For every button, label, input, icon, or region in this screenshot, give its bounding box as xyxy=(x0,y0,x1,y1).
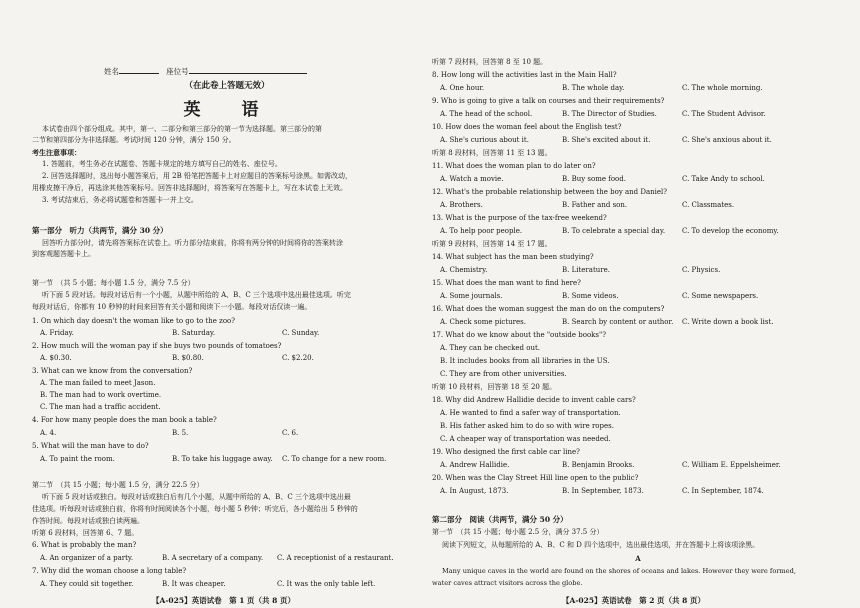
note-2: 2. 回答选择题时，选出每小题答案后，用 2B 铅笔把答题卡上对应题目的答案标号涂黑。如需改动， xyxy=(42,172,352,180)
sec2-title: 第二节 （共 15 小题；每小题 1.5 分，满分 22.5 分） xyxy=(32,481,204,489)
candidate-info-row xyxy=(104,66,307,77)
q10-option-a: A. She's curious about it. xyxy=(440,136,529,144)
note-2-cont: 用橡皮擦干净后，再选涂其他答案标号。回答非选择题时，将答案写在答题卡上，写在本试卷上无效。 xyxy=(32,184,347,192)
part2-title: 第二部分 阅读（共两节，满分 50 分） xyxy=(432,515,568,524)
page-footer-1: 【A-025】英语试卷 第 1 页（共 8 页） xyxy=(152,596,295,605)
q19-option-c: C. William E. Eppelsheimer. xyxy=(682,461,781,469)
sec2-intro-2: 佳选项。听每段对话或独白前，你将有时间阅读各个小题，每小题 5 秒钟；听完后，各小题给出 5 秒钟的 xyxy=(32,505,358,513)
seat-label: 座位号 xyxy=(166,67,189,76)
q3-option-b: B. The man had to work overtime. xyxy=(40,391,162,399)
q4-option-b: B. 5. xyxy=(172,429,189,437)
question-9: 9. Who is going to give a talk on courses and their requirements? xyxy=(432,97,665,105)
part2-intro: 阅读下列短文，从每题所给的 A、B、C 和 D 四个选项中，选出最佳选项，并在答题卡上将该项涂黑。 xyxy=(442,541,760,549)
q17-option-c: C. They are from other universities. xyxy=(440,370,567,378)
passage-line-1: Many unique caves in the world are found on the shores of oceans and lakes. However they were formed, xyxy=(442,567,796,575)
passage-letter: A xyxy=(635,554,641,563)
q13-option-a: A. To help poor people. xyxy=(440,227,523,235)
question-7: 7. Why did the woman choose a long table? xyxy=(32,567,187,575)
name-blank xyxy=(119,66,159,74)
q6-option-c: C. A receptionist of a restaurant. xyxy=(277,554,394,562)
question-17: 17. What do we know about the "outside books"? xyxy=(432,331,606,339)
question-13: 13. What is the purpose of the tax-free weekend? xyxy=(432,214,607,222)
q7-option-a: A. They could sit together. xyxy=(40,580,134,588)
part1-intro-2: 到客观题答题卡上。 xyxy=(32,250,95,258)
note-1: 1. 答题前，考生务必在试题卷、答题卡规定的地方填写自己的姓名、座位号。 xyxy=(42,160,282,168)
q16-option-c: C. Write down a book list. xyxy=(682,318,774,326)
question-20: 20. When was the Clay Street Hill line open to the public? xyxy=(432,474,639,482)
notes-title: 考生注意事项： xyxy=(32,148,81,157)
q4-option-c: C. 6. xyxy=(282,429,299,437)
q2-option-c: C. $2.20. xyxy=(282,354,314,362)
material-7-label: 听第 7 段材料，回答第 8 至 10 题。 xyxy=(432,58,548,66)
question-15: 15. What does the man want to find here? xyxy=(432,279,581,287)
q17-option-b: B. It includes books from all libraries in the US. xyxy=(440,357,610,365)
q3-option-c: C. The man had a traffic accident. xyxy=(40,403,161,411)
material-9-label: 听第 9 段材料，回答第 14 至 17 题。 xyxy=(432,240,552,248)
q7-option-c: C. It was the only table left. xyxy=(277,580,376,588)
page-footer-2: 【A-025】英语试卷 第 2 页（共 8 页） xyxy=(562,596,705,605)
sec1-intro-1: 听下面 5 段对话。每段对话后有一个小题，从题中所给的 A、B、C 三个选项中选出最佳选项。听完 xyxy=(42,291,351,299)
q8-option-b: B. The whole day. xyxy=(562,84,625,92)
q13-option-b: B. To celebrate a special day. xyxy=(562,227,666,235)
q7-option-b: B. It was cheaper. xyxy=(162,580,226,588)
q12-option-a: A. Brothers. xyxy=(440,201,483,209)
q14-option-a: A. Chemistry. xyxy=(440,266,488,274)
question-12: 12. What's the probable relationship between the boy and Daniel? xyxy=(432,188,668,196)
part2-section1-title: 第一节 （共 15 小题；每小题 2.5 分，满分 37.5 分） xyxy=(432,528,604,536)
q18-option-b: B. His father asked him to do so with wire ropes. xyxy=(440,422,614,430)
sec2-intro-3: 作答时间。每段对话或独白读两遍。 xyxy=(32,517,144,525)
q19-option-a: A. Andrew Hallidie. xyxy=(440,461,510,469)
question-8: 8. How long will the activities last in the Main Hall? xyxy=(432,71,617,79)
question-11: 11. What does the woman plan to do later on? xyxy=(432,162,596,170)
q8-option-a: A. One hour. xyxy=(440,84,485,92)
sec1-title: 第一节 （共 5 小题；每小题 1.5 分，满分 7.5 分） xyxy=(32,279,195,287)
q10-option-c: C. She's anxious about it. xyxy=(682,136,772,144)
question-19: 19. Who designed the first cable car line? xyxy=(432,448,580,456)
q11-option-a: A. Watch a movie. xyxy=(440,175,504,183)
q10-option-b: B. She's excited about it. xyxy=(562,136,651,144)
sec1-intro-2: 每段对话后，你都有 10 秒钟的时间来回答有关小题和阅读下一小题。每段对话仅读一遍。 xyxy=(32,303,312,311)
subject-title: 英 语 xyxy=(183,100,271,120)
q2-option-a: A. $0.30. xyxy=(40,354,72,362)
q15-option-b: B. Some videos. xyxy=(562,292,619,300)
q1-option-c: C. Sunday. xyxy=(282,329,320,337)
q11-option-b: B. Buy some food. xyxy=(562,175,626,183)
question-1: 1. On which day doesn't the woman like to go to the zoo? xyxy=(32,317,236,325)
material-6-label: 听第 6 段材料，回答第 6、7 题。 xyxy=(32,529,139,537)
q20-option-c: C. In September, 1874. xyxy=(682,487,764,495)
q5-option-b: B. To take his luggage away. xyxy=(172,455,273,463)
q11-option-c: C. Take Andy to school. xyxy=(682,175,765,183)
question-6: 6. What is probably the man? xyxy=(32,541,137,549)
part1-title: 第一部分 听力（共两节，满分 30 分） xyxy=(32,226,168,235)
material-8-label: 听第 8 段材料，回答第 11 至 13 题。 xyxy=(432,149,552,157)
notice-text: （在此卷上答题无效） xyxy=(184,81,270,91)
q12-option-c: C. Classmates. xyxy=(682,201,735,209)
question-3: 3. What can we know from the conversation? xyxy=(32,367,193,375)
q5-option-a: A. To paint the room. xyxy=(40,455,115,463)
question-10: 10. How does the woman feel about the English test? xyxy=(432,123,622,131)
question-5: 5. What will the man have to do? xyxy=(32,442,149,450)
passage-line-2: water caves attract visitors across the globe. xyxy=(432,579,583,587)
page-right xyxy=(432,0,844,608)
q15-option-a: A. Some journals. xyxy=(440,292,503,300)
q2-option-b: B. $0.80. xyxy=(172,354,204,362)
question-18: 18. Why did Andrew Hallidie decide to invent cable cars? xyxy=(432,396,636,404)
q16-option-b: B. Search by content or author. xyxy=(562,318,674,326)
q8-option-c: C. The whole morning. xyxy=(682,84,763,92)
question-14: 14. What subject has the man been studying? xyxy=(432,253,594,261)
q4-option-a: A. 4. xyxy=(40,429,57,437)
q19-option-b: B. Benjamin Brooks. xyxy=(562,461,635,469)
q6-option-b: B. A secretary of a company. xyxy=(162,554,264,562)
q14-option-b: B. Literature. xyxy=(562,266,610,274)
q9-option-b: B. The Director of Studies. xyxy=(562,110,657,118)
q12-option-b: B. Father and son. xyxy=(562,201,628,209)
q3-option-a: A. The man failed to meet Jason. xyxy=(40,379,156,387)
part1-intro-1: 回答听力部分时，请先将答案标在试卷上。听力部分结束前，你将有两分钟的时间将你的答案转涂 xyxy=(42,239,343,247)
q1-option-b: B. Saturday. xyxy=(172,329,216,337)
q20-option-b: B. In September, 1873. xyxy=(562,487,644,495)
intro-line-1: 本试卷由四个部分组成。其中，第一、二部分和第三部分的第一节为选择题。第三部分的第 xyxy=(42,125,322,133)
q17-option-a: A. They can be checked out. xyxy=(440,344,541,352)
question-2: 2. How much will the woman pay if she buys two pounds of tomatoes? xyxy=(32,342,282,350)
q20-option-a: A. In August, 1873. xyxy=(440,487,509,495)
note-3: 3. 考试结束后，务必将试题卷和答题卡一并上交。 xyxy=(42,196,198,204)
q16-option-a: A. Check some pictures. xyxy=(440,318,526,326)
q9-option-c: C. The Student Advisor. xyxy=(682,110,766,118)
intro-line-2: 二节和第四部分为非选择题。考试时间 120 分钟，满分 150 分。 xyxy=(32,136,236,144)
q9-option-a: A. The head of the school. xyxy=(440,110,533,118)
sec2-intro-1: 听下面 5 段对话或独白。每段对话或独白后有几个小题，从题中所给的 A、B、C 三个选项中选出最 xyxy=(42,493,351,501)
question-4: 4. For how many people does the man book a table? xyxy=(32,416,217,424)
q18-option-a: A. He wanted to find a safer way of transportation. xyxy=(440,409,621,417)
name-label: 姓名 xyxy=(104,67,119,76)
question-16: 16. What does the woman suggest the man do on the computers? xyxy=(432,305,665,313)
material-10-label: 听第 10 段材料，回答第 18 至 20 题。 xyxy=(432,383,557,391)
q13-option-c: C. To develop the economy. xyxy=(682,227,779,235)
q6-option-a: A. An organizer of a party. xyxy=(40,554,134,562)
q5-option-c: C. To change for a new room. xyxy=(282,455,387,463)
q15-option-c: C. Some newspapers. xyxy=(682,292,759,300)
seat-blank xyxy=(189,66,307,74)
q18-option-c: C. A cheaper way of transportation was needed. xyxy=(440,435,611,443)
page-left xyxy=(32,0,422,608)
q14-option-c: C. Physics. xyxy=(682,266,721,274)
q1-option-a: A. Friday. xyxy=(40,329,74,337)
